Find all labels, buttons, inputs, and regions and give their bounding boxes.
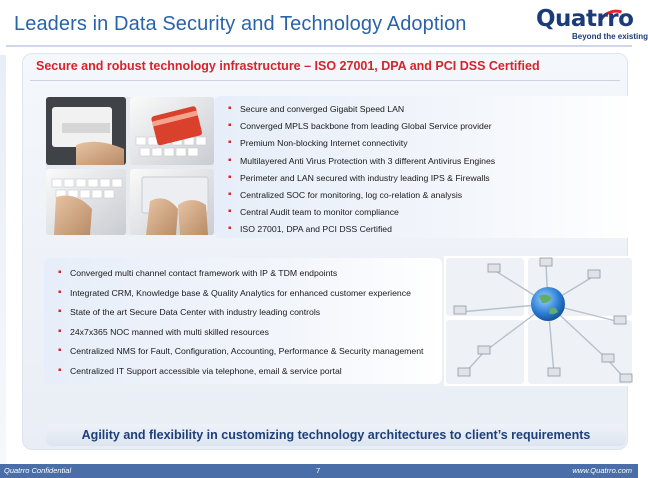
list-item: ▪ Converged multi channel contact framework with IP & TDM endpoints: [58, 268, 423, 288]
left-accent: [0, 55, 6, 465]
list-item: ▪ Perimeter and LAN secured with industry leading IPS & Firewalls: [228, 173, 495, 190]
list-item: ▪ Premium Non-blocking Internet connectivity: [228, 138, 495, 155]
list-item: ▪ Centralized SOC for monitoring, log co-relation & analysis: [228, 190, 495, 207]
quatrro-logo: [528, 6, 648, 44]
list-item: ▪ Central Audit team to monitor compliance: [228, 207, 495, 224]
list-item: ▪ Centralized IT Support accessible via telephone, email & service portal: [58, 366, 423, 386]
laptop-photo-graphic: [46, 97, 214, 235]
page-title: Leaders in Data Security and Technology Adoption: [14, 13, 467, 35]
footer-confidential: Quatrro Confidential: [4, 466, 72, 475]
list-item: ▪ 24x7x365 NOC manned with multi skilled resources: [58, 327, 423, 347]
agility-banner-text: Agility and flexibility in customizing technology architectures to client’s requirements: [81, 428, 591, 442]
list-item: ▪ Integrated CRM, Knowledge base & Quality Analytics for enhanced customer experience: [58, 288, 423, 308]
list-item: ▪ Centralized NMS for Fault, Configuration, Accounting, Performance & Security management: [58, 346, 423, 366]
title-divider: [6, 45, 632, 47]
logo-wordmark: Quatrro: [536, 6, 634, 32]
list-item: ▪ ISO 27001, DPA and PCI DSS Certified: [228, 224, 495, 241]
agility-banner: [46, 424, 626, 446]
list-item: ▪ Secure and converged Gigabit Speed LAN: [228, 104, 495, 121]
list-item: ▪ Converged MPLS backbone from leading Global Service provider: [228, 121, 495, 138]
logo-tagline: Beyond the existing: [572, 32, 648, 41]
footer-website-link[interactable]: www.Quatrro.com: [572, 466, 632, 475]
network-graphic: [444, 256, 634, 386]
footer-bar: [0, 464, 638, 478]
list-item: ▪ State of the art Secure Data Center with industry leading controls: [58, 307, 423, 327]
network-globe-illustration: [444, 256, 634, 386]
laptop-keyboard-photo: [46, 97, 214, 235]
page-number: 7: [316, 466, 321, 475]
operations-features-list: [58, 268, 423, 385]
section-subtitle: Secure and robust technology infrastructure – ISO 27001, DPA and PCI DSS Certified: [36, 59, 540, 73]
list-item: ▪ Multilayered Anti Virus Protection with 3 different Antivirus Engines: [228, 156, 495, 173]
security-features-list: [228, 104, 495, 242]
subtitle-divider: [30, 80, 620, 81]
